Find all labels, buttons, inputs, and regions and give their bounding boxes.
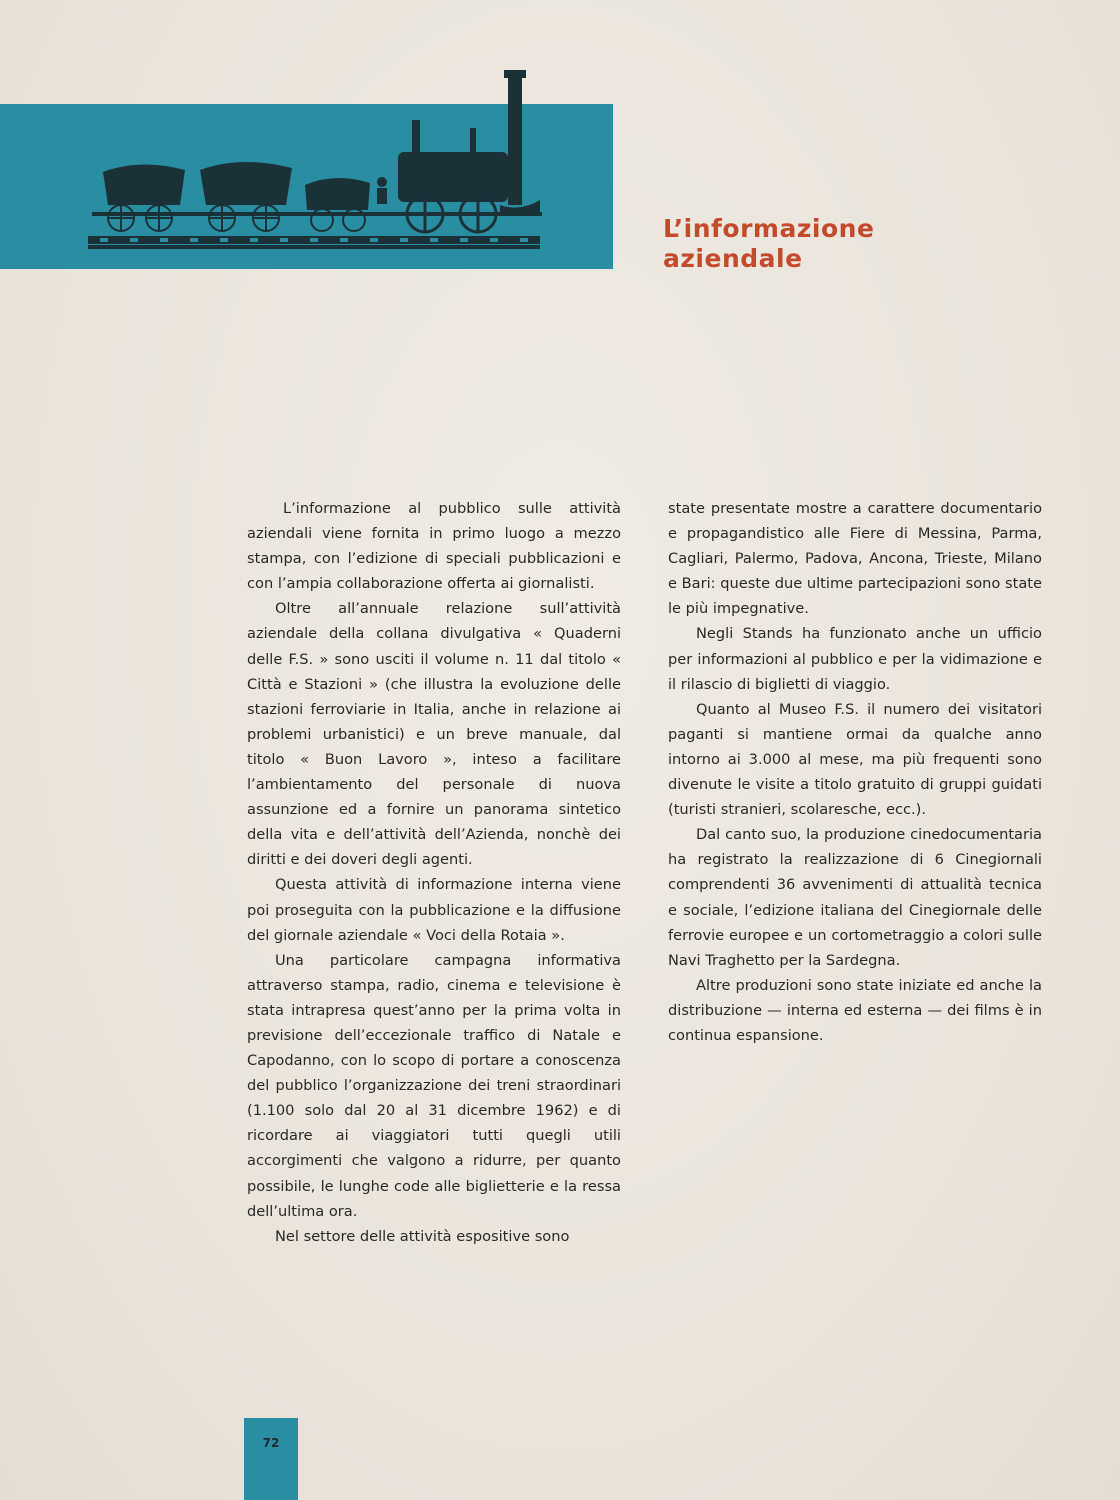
paragraph: Negli Stands ha funzionato anche un ufficio per informazioni al pubblico e per la vidimazione e il rilascio di biglietti di viaggio. (668, 625, 1042, 693)
page-number-tab (244, 1418, 298, 1500)
steam-locomotive-icon (0, 0, 613, 270)
paragraph: state presentate mostre a carattere documentario e propagandistico alle Fiere di Messina, Parma, Cagliari, Palermo, Padova, Ancona, Trieste, Milano e Bari: queste due ultime partecipazioni sono state le più impegnative. (668, 500, 1042, 618)
right-column (668, 496, 1042, 1048)
title-line-1: L’informazione (663, 214, 875, 243)
page-number: 72 (262, 1436, 280, 1450)
paragraph: Questa attività di informazione interna viene poi proseguita con la pubblicazione e la diffusione del giornale aziendale « Voci della Rotaia ». (247, 876, 621, 944)
paragraph: L’informazione al pubblico sulle attività aziendali viene fornita in primo luogo a mezzo stampa, con l’edizione di speciali pubblicazioni e con l’ampia collaborazione offerta ai giornalisti. (247, 500, 621, 593)
paragraph: Dal canto suo, la produzione cinedocumentaria ha registrato la realizzazione di 6 Cinegiornali comprendenti 36 avvenimenti di attualità tecnica e sociale, l’edizione italiana del Cinegiornale delle ferrovie europee e un cortometraggio a colori sulle Navi Traghetto per la Sardegna. (668, 826, 1042, 969)
page-title (663, 214, 1083, 274)
paragraph: Quanto al Museo F.S. il numero dei visitatori paganti si mantiene ormai da qualche anno intorno ai 3.000 al mese, ma più frequenti sono divenute le visite a titolo gratuito di gruppi guidati (turisti stranieri, scolaresche, ecc.). (668, 700, 1042, 819)
paragraph: Altre produzioni sono state iniziate ed anche la distribuzione — interna ed esterna — dei films è in continua espansione. (668, 976, 1042, 1044)
title-line-2: aziendale (663, 244, 803, 273)
paragraph: Nel settore delle attività espositive sono (275, 1227, 570, 1245)
paragraph: Oltre all’annuale relazione sull’attività aziendale della collana divulgativa « Quaderni delle F.S. » sono usciti il volume n. 11 dal titolo « Città e Stazioni » (che illustra la evoluzione delle stazioni ferroviarie in Italia, anche in relazione ai problemi urbanistici) e un breve manuale, dal titolo « Buon Lavoro », inteso a facilitare l’ambientamento del personale di nuova assunzione ed a fornire un panorama sintetico della vita e dell’attività dell’Azienda, nonchè dei diritti e dei doveri degli agenti. (247, 600, 621, 869)
left-column (247, 496, 621, 1249)
paragraph: Una particolare campagna informativa attraverso stampa, radio, cinema e televisione è stata intrapresa quest’anno per la prima volta in previsione dell’eccezionale traffico di Natale e Capodanno, con lo scopo di portare a conoscenza del pubblico l’organizzazione dei treni straordinari (1.100 solo dal 20 al 31 dicembre 1962) e di ricordare ai viaggiatori tutti quegli utili accorgimenti che valgono a ridurre, per quanto possibile, le lunghe code alle biglietterie e la ressa dell’ultima ora. (247, 951, 621, 1220)
